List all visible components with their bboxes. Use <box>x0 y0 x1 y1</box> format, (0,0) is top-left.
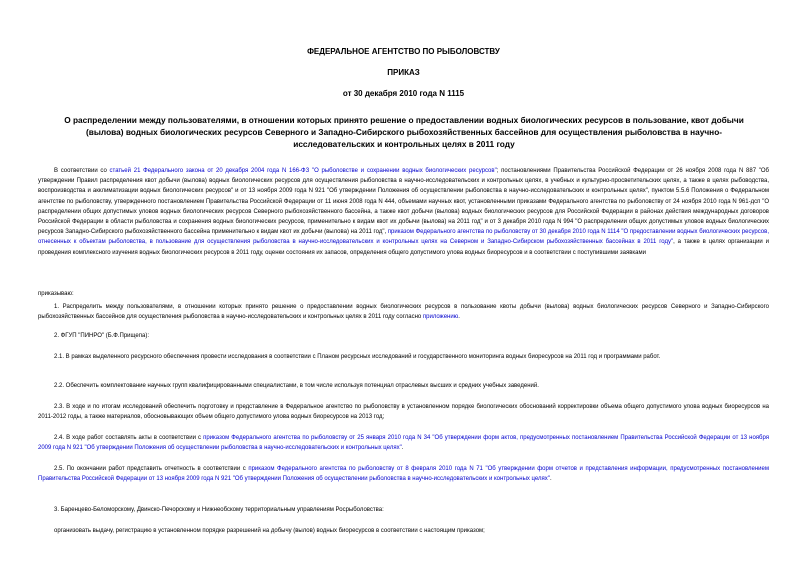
item-1 <box>38 302 769 322</box>
preamble-text-3: , а также в целях организации и проведения комплексного изучения водных биологических ресурсов в 2011 году, оценки состояния их запасов, определения общего допустимого улова водных биоресурсов и в соответствии с поступившими заявками <box>38 239 769 256</box>
order-word: приказываю: <box>38 291 74 297</box>
item-2-4 <box>38 433 769 453</box>
preamble-paragraph <box>38 166 769 258</box>
item-3-a: организовать выдачу, регистрацию в установленном порядке разрешений на добычу (вылов) водных биоресурсов в соответствии с настоящим приказом; <box>54 528 485 534</box>
item-2-4-text: 2.4. В ходе работ составлять акты в соответствии с <box>54 435 204 441</box>
item-2: 2. ФГУП "ПИНРО" (Б.Ф.Прищепа): <box>54 333 149 339</box>
agency-title: ФЕДЕРАЛЬНОЕ АГЕНТСТВО ПО РЫБОЛОВСТВУ <box>307 47 500 56</box>
order-71-link[interactable]: приказом Федерального агентства по рыболовству от 8 февраля 2010 года N 71 "Об утверждении форм отчетов и представления информации, предусмотренных постановлением Правительства Российской Федерации от 13 ноября 2009 года N 921 "Об утверждении Положения об осуществлении рыболовства в научно-исследовательских и контрольных целях" <box>38 466 770 483</box>
item-2-5 <box>38 464 769 484</box>
item-3: 3. Баренцево-Беломорскому, Двинско-Печорскому и Нижнеобскому территориальным управлениям Росрыболовства: <box>54 507 384 513</box>
law-link[interactable]: статьей 21 Федерального закона от 20 декабря 2004 года N 166-ФЗ "О рыболовстве и сохранении водных биологических ресурсов" <box>109 168 497 174</box>
item-2-5-end: . <box>549 476 552 483</box>
preamble-text-2: ; постановлениями Правительства Российской Федерации от 26 ноября 2008 года N 887 "Об утверждении Правил распределения квот добычи (вылова) водных биологических ресурсов для осуществления рыболовства в научно-исследовательских и контрольных целях, в учебных и культурно-просветительских целях, а также в целях рыбоводства, воспроизводства и акклиматизации водных биологических ресурсов" и от 13 ноября 2009 года N 921 "Об утверждении Положения об осуществлении рыболовства в научно-исследовательских и контрольных целях", пунктом 5.5.6 Положения о Федеральном агентстве по рыболовству, утвержденного постановлением Правительства Российской Федерации от 11 июня 2008 года N 444, объемами научных квот, установленными приказами Федерального агентства по рыболовству от 24 ноября 2010 года N 961-дсп "О распределении общих допустимых уловов водных биологических ресурсов Северного рыбохозяйственного бассейна, а также квот добычи (вылова) водных биологических ресурсов для Российской Федерации в районах действия международных договоров Российской Федерации в области рыболовства и сохранения водных биологических ресурсов, применительно к видам квот их добычи (вылова) на 2011 год" и от 3 декабря 2010 года N 994 "О распределении общих допустимых уловов водных биологических ресурсов Западно-Сибирского рыбохозяйственного бассейна применительно к видам квот их добычи (вылова) на 2011 год", <box>38 168 769 236</box>
item-2-5-text: 2.5. По окончании работ представить отчетность в соответствии с <box>54 466 249 472</box>
doc-date-number: от 30 декабря 2010 года N 1115 <box>342 89 465 98</box>
preamble-text-1: В соответствии со <box>54 168 110 174</box>
item-1-text: 1. Распределить между пользователями, в отношении которых принято решение о предоставлении водных биологических ресурсов в пользование квоты добычи (вылова) водных биологических ресурсов Северного и Западно-Сибирского рыбохозяйственных бассейнов для осуществления рыболовства в научно-исследовательских и контрольных целях в 2011 году согласно <box>38 304 769 321</box>
item-2-1: 2.1. В рамках выделенного ресурсного обеспечения провести исследования в соответствии с Планом ресурсных исследований и государственного мониторинга водных биоресурсов на 2011 год и программами работ. <box>54 354 661 360</box>
doc-subject: О распределении между пользователями, в отношении которых принято решение о предоставлении водных биологических ресурсов в пользование, квот добычи (вылова) водных биологических ресурсов Северного и Западно-Сибирского рыбохозяйственных бассейнов для осуществления рыболовства в научно-исследовательских и контрольных целях в 2011 году <box>64 115 744 149</box>
doc-type-title: ПРИКАЗ <box>387 68 420 77</box>
item-2-2: 2.2. Обеспечить комплектование научных групп квалифицированными специалистами, в том числе используя потенциал отраслевых высших и средних учебных заведений. <box>54 383 539 389</box>
order-34-link[interactable]: приказом Федерального агентства по рыболовству от 25 января 2010 года N 34 "Об утверждении форм актов, предусмотренных постановлением Правительства Российской Федерации от 13 ноября 2009 года N 921 "Об утверждении Положения об осуществлении рыболовства в научно-исследовательских и контрольных целях" <box>38 435 770 452</box>
item-2-4-end: . <box>401 445 404 452</box>
appendix-link[interactable]: приложению <box>422 314 459 321</box>
item-1-end: . <box>458 314 460 321</box>
item-2-3: 2.3. В ходе и по итогам исследований обеспечить подготовку и представление в Федеральное агентство по рыболовству в установленном порядке биологических обоснований корректировки объема общего допустимого улова водных биоресурсов на 2011-2012 годы, а также материалов, обосновывающих объем общего допустимого улова водных биоресурсов на 2013 год; <box>38 404 769 421</box>
order-1114-link[interactable]: приказом Федерального агентства по рыболовству от 30 декабря 2010 года N 1114 "О предоставлении водных биологических ресурсов, отнесенных к объектам рыболовства, в пользование для осуществления рыболовства в научно-исследовательских и контрольных целях на Северном и Западно-Сибирском рыбохозяйственных бассейнах в 2011 году" <box>38 229 769 246</box>
